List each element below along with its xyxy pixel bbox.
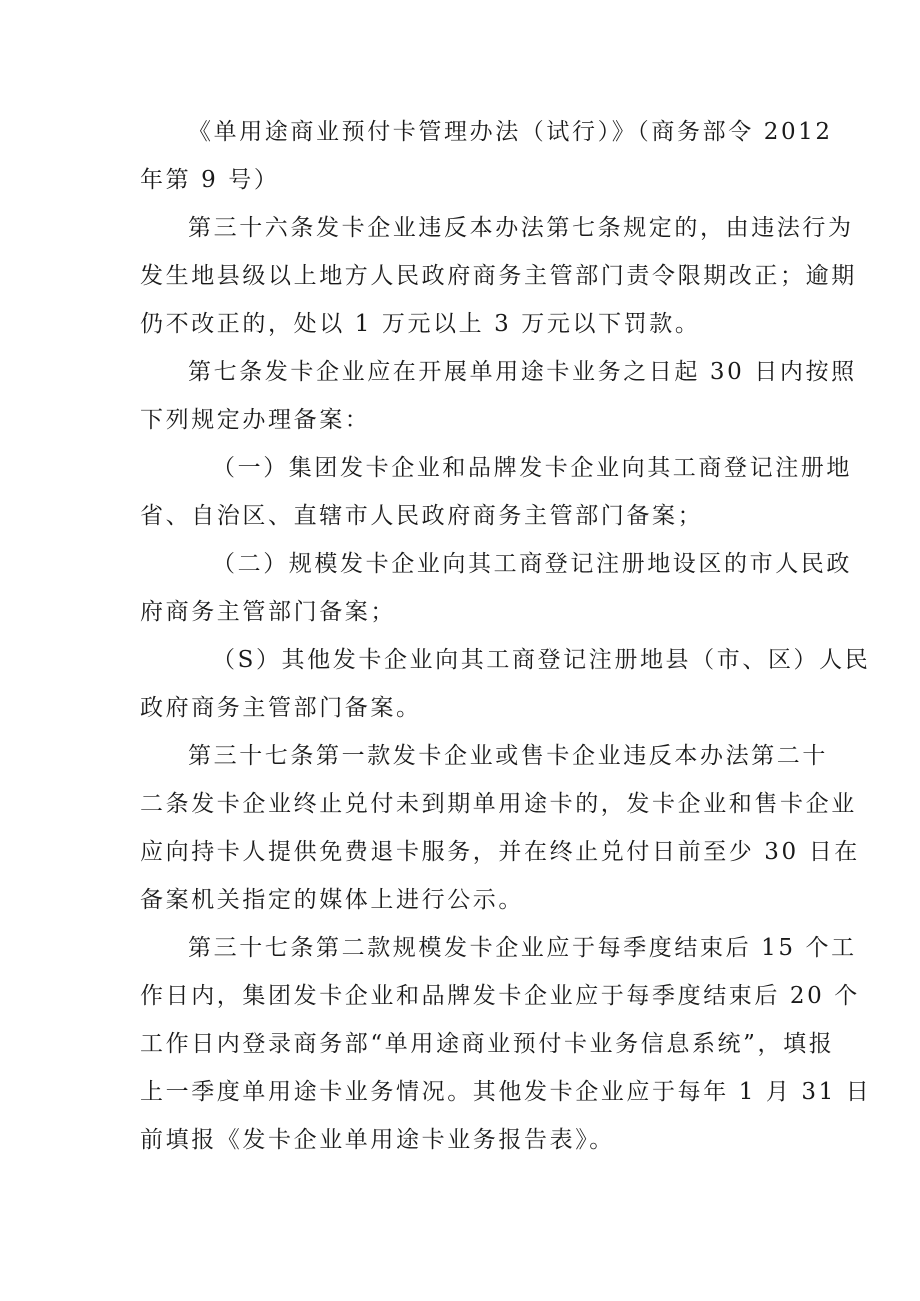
paragraph-6-line-1: （S）其他发卡企业向其工商登记注册地县（市、区）人民 xyxy=(212,647,871,673)
paragraph-7-line-3: 应向持卡人提供免费退卡服务，并在终止兑付日前至少 30 日在 xyxy=(140,839,860,865)
paragraph-8-line-3: 工作日内登录商务部“单用途商业预付卡业务信息系统”，填报 xyxy=(140,1031,835,1057)
paragraph-6-line-2: 政府商务主管部门备案。 xyxy=(140,695,422,721)
paragraph-5-line-1: （二）规模发卡企业向其工商登记注册地设区的市人民政 xyxy=(212,551,852,577)
paragraph-7-line-4: 备案机关指定的媒体上进行公示。 xyxy=(140,887,524,913)
paragraph-7-line-1: 第三十七条第一款发卡企业或售卡企业违反本办法第二十 xyxy=(188,743,828,769)
paragraph-8-line-4: 上一季度单用途卡业务情况。其他发卡企业应于每年 1 月 31 日 xyxy=(140,1079,872,1105)
paragraph-2-line-2: 发生地县级以上地方人民政府商务主管部门责令限期改正；逾期 xyxy=(140,263,857,289)
paragraph-8-line-5: 前填报《发卡企业单用途卡业务报告表》。 xyxy=(140,1127,615,1153)
paragraph-2-line-3: 仍不改正的，处以 1 万元以上 3 万元以下罚款。 xyxy=(140,311,701,337)
paragraph-7-line-2: 二条发卡企业终止兑付未到期单用途卡的，发卡企业和售卡企业 xyxy=(140,791,857,817)
paragraph-1-line-2: 年第 9 号） xyxy=(140,167,280,193)
paragraph-5-line-2: 府商务主管部门备案； xyxy=(140,599,396,625)
paragraph-3-line-2: 下列规定办理备案： xyxy=(140,407,371,433)
paragraph-4-line-2: 省、自治区、直辖市人民政府商务主管部门备案； xyxy=(140,503,704,529)
paragraph-1-line-1: 《单用途商业预付卡管理办法（试行）》（商务部令 2012 xyxy=(188,119,833,145)
paragraph-4-line-1: （一）集团发卡企业和品牌发卡企业向其工商登记注册地 xyxy=(212,455,852,481)
paragraph-3-line-1: 第七条发卡企业应在开展单用途卡业务之日起 30 日内按照 xyxy=(188,359,857,385)
paragraph-8-line-1: 第三十七条第二款规模发卡企业应于每季度结束后 15 个工 xyxy=(188,935,857,961)
paragraph-2-line-1: 第三十六条发卡企业违反本办法第七条规定的，由违法行为 xyxy=(188,215,854,241)
paragraph-8-line-2: 作日内，集团发卡企业和品牌发卡企业应于每季度结束后 20 个 xyxy=(140,983,860,1009)
